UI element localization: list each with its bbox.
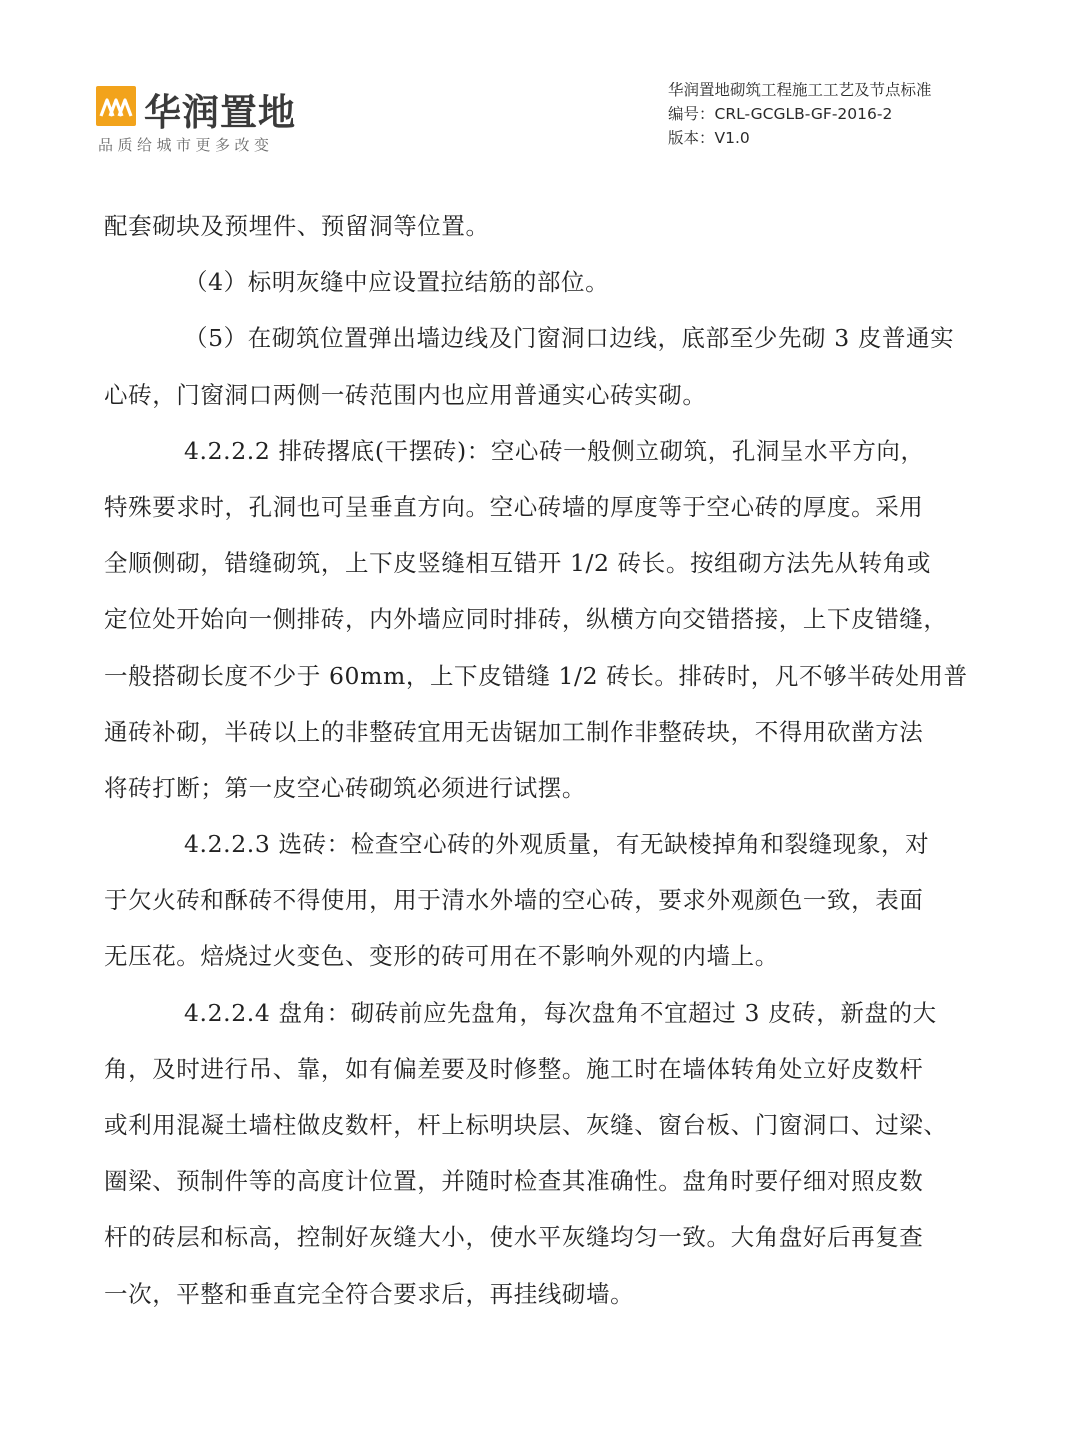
body-line: 4.2.2.2 排砖撂底(干摆砖)：空心砖一般侧立砌筑，孔洞呈水平方向， [184,436,925,465]
document-version: 版本：V1.0 [668,129,750,147]
body-line: 将砖打断；第一皮空心砖砌筑必须进行试摆。 [104,773,586,802]
body-line: 或利用混凝土墙柱做皮数杆，杆上标明块层、灰缝、窗台板、门窗洞口、过梁、 [104,1111,948,1139]
body-line: 无压花。焙烧过火变色、变形的砖可用在不影响外观的内墙上。 [104,942,779,971]
body-line: 杆的砖层和标高，控制好灰缝大小，使水平灰缝均匀一致。大角盘好后再复查 [104,1223,924,1252]
body-line: 圈梁、预制件等的高度计位置，并随时检查其准确性。盘角时要仔细对照皮数 [104,1167,924,1196]
body-line: 角，及时进行吊、靠，如有偏差要及时修整。施工时在墙体转角处立好皮数杆 [104,1054,924,1083]
body-line: 4.2.2.3 选砖：检查空心砖的外观质量，有无缺棱掉角和裂缝现象，对 [184,830,930,859]
document-title: 华润置地砌筑工程施工工艺及节点标准 [668,81,932,99]
body-line: 于欠火砖和酥砖不得使用，用于清水外墙的空心砖，要求外观颜色一致，表面 [104,886,924,915]
document-number: 编号：CRL-GCGLB-GF-2016-2 [668,105,893,123]
body-line: （5）在砌筑位置弹出墙边线及门窗洞口边线，底部至少先砌 3 皮普通实 [184,324,955,353]
body-line: 一般搭砌长度不少于 60mm，上下皮错缝 1/2 砖长。排砖时，凡不够半砖处用普 [104,661,968,690]
logo-company-name: 华润置地 [144,91,296,134]
body-line: 心砖，门窗洞口两侧一砖范围内也应用普通实心砖实砌。 [104,380,707,409]
body-line: 特殊要求时，孔洞也可呈垂直方向。空心砖墙的厚度等于空心砖的厚度。采用 [104,492,924,521]
body-line: 一次，平整和垂直完全符合要求后，再挂线砌墙。 [104,1279,635,1308]
company-logo [96,82,346,162]
logo-slogan: 品质给城市更多改变 [98,136,274,154]
body-line: （4）标明灰缝中应设置拉结筋的部位。 [184,268,610,297]
logo-mark-icon [96,86,136,126]
page-header [0,0,1080,175]
body-line: 通砖补砌，半砖以上的非整砖宜用无齿锯加工制作非整砖块，不得用砍凿方法 [104,717,924,746]
document-info [668,78,932,150]
body-line: 配套砌块及预埋件、预留洞等位置。 [104,212,490,240]
document-body [104,204,980,1328]
body-line: 4.2.2.4 盘角：砌砖前应先盘角，每次盘角不宜超过 3 皮砖，新盘的大 [184,998,937,1027]
body-line: 全顺侧砌，错缝砌筑，上下皮竖缝相互错开 1/2 砖长。按组砌方法先从转角或 [104,549,931,578]
body-line: 定位处开始向一侧排砖，内外墙应同时排砖，纵横方向交错搭接，上下皮错缝， [104,605,948,634]
